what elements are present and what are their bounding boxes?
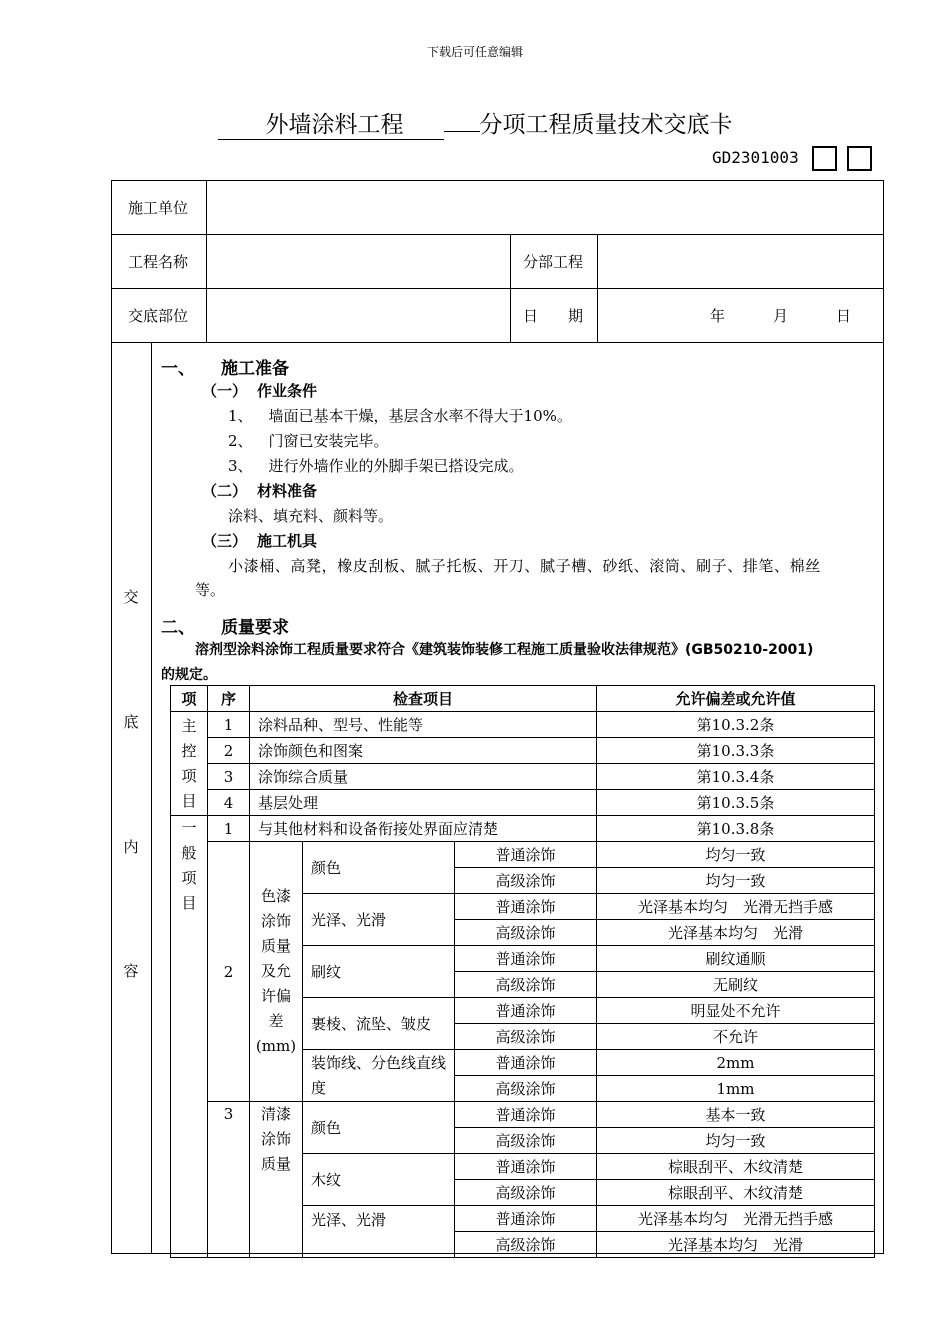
g2-group-line: (mm) <box>255 1037 297 1055</box>
checkbox-2[interactable] <box>847 146 872 171</box>
sub2-heading <box>202 480 317 501</box>
allow-value: 刷纹通顺 <box>597 946 875 972</box>
allow-value: 光泽基本均匀 光滑无挡手感 <box>597 894 875 920</box>
header-table <box>111 180 884 343</box>
g2-item-name: 裹棱、流坠、皱皮 <box>303 998 455 1050</box>
table-row-allow: 第10.3.8条 <box>597 816 875 842</box>
table-row-allow: 第10.3.5条 <box>597 790 875 816</box>
g2-group-line: 许偏 <box>260 987 291 1005</box>
allow-value: 基本一致 <box>597 1102 875 1128</box>
grade: 高级涂饰 <box>455 1232 597 1258</box>
title-suffix: 分项工程质量技术交底卡 <box>479 112 733 138</box>
allow-value: 均匀一致 <box>597 1128 875 1154</box>
table-row-check: 涂饰综合质量 <box>250 764 597 790</box>
table-row-check: 基层处理 <box>250 790 597 816</box>
main-label <box>171 712 208 816</box>
main-label-char: 控 <box>181 741 197 760</box>
sub3-line1: 小漆桶、高凳，橡皮刮板、腻子托板、开刀、腻子槽、砂纸、滚筒、刷子、排笔、棉丝 <box>228 557 821 575</box>
sub1-num: （一） <box>202 382 248 400</box>
page-title <box>0 106 950 140</box>
grade: 普通涂饰 <box>455 1206 597 1232</box>
table-row-seq: 4 <box>208 790 250 816</box>
g3-seq: 3 <box>208 1102 250 1258</box>
item-text: 门窗已安装完毕。 <box>268 432 389 450</box>
form-code: GD2301003 <box>712 148 799 167</box>
table-row-check: 与其他材料和设备衔接处界面应清楚 <box>250 816 597 842</box>
location-value[interactable] <box>207 289 511 343</box>
sub1-heading <box>202 380 317 401</box>
grade: 普通涂饰 <box>455 1102 597 1128</box>
item-text: 进行外墙作业的外脚手架已搭设完成。 <box>268 457 524 475</box>
table-row-seq: 1 <box>208 816 250 842</box>
construction-unit-label: 施工单位 <box>112 181 207 235</box>
sub3-title: 施工机具 <box>257 532 318 550</box>
section1-heading <box>161 354 289 379</box>
grade: 普通涂饰 <box>455 842 597 868</box>
table-row-check: 涂料品种、型号、性能等 <box>250 712 597 738</box>
table-row-seq: 2 <box>208 738 250 764</box>
table-row-allow: 第10.3.3条 <box>597 738 875 764</box>
sub-project-label: 分部工程 <box>511 235 598 289</box>
g3-group-line: 质量 <box>260 1155 291 1173</box>
grade: 高级涂饰 <box>455 1180 597 1206</box>
sub3-heading <box>202 530 317 551</box>
grade: 高级涂饰 <box>455 1024 597 1050</box>
sub2-text: 涂料、填充料、颜料等。 <box>228 507 394 525</box>
side-char-4: 容 <box>123 962 139 980</box>
general-label <box>171 816 208 1258</box>
sub2-num: （二） <box>202 482 248 500</box>
sub1-item-3 <box>228 455 524 476</box>
grade: 普通涂饰 <box>455 1154 597 1180</box>
sub1-title: 作业条件 <box>257 382 318 400</box>
date-year: 年 <box>710 307 726 325</box>
g3-group <box>250 1102 303 1258</box>
g2-group-line: 涂饰 <box>260 912 291 930</box>
sub3-num: （三） <box>202 532 248 550</box>
project-name-value[interactable] <box>207 235 511 289</box>
section2-heading <box>161 613 289 638</box>
section1-title: 施工准备 <box>221 359 289 379</box>
grade: 高级涂饰 <box>455 868 597 894</box>
grade: 高级涂饰 <box>455 1076 597 1102</box>
g3-item-name: 颜色 <box>303 1102 455 1154</box>
allow-value: 不允许 <box>597 1024 875 1050</box>
item-num: 3、 <box>228 457 253 475</box>
g2-group-line: 及允 <box>260 962 291 980</box>
side-char-3: 内 <box>123 838 139 856</box>
construction-unit-value[interactable] <box>207 181 884 235</box>
general-label-char: 目 <box>181 894 197 912</box>
g3-group-line: 清漆 <box>260 1105 291 1123</box>
sub1-item-2 <box>228 430 389 451</box>
g2-item-name: 颜色 <box>303 842 455 894</box>
allow-value: 明显处不允许 <box>597 998 875 1024</box>
table-row-allow: 第10.3.2条 <box>597 712 875 738</box>
th-item: 项 <box>171 686 208 712</box>
th-allow: 允许偏差或允许值 <box>597 686 875 712</box>
g3-group-line: 涂饰 <box>260 1130 291 1148</box>
location-label: 交底部位 <box>112 289 207 343</box>
grade: 普通涂饰 <box>455 1050 597 1076</box>
g2-seq: 2 <box>208 842 250 1102</box>
sub3-line2: 等。 <box>195 581 226 599</box>
g2-group-line: 质量 <box>260 937 291 955</box>
title-underline <box>444 111 480 132</box>
th-seq: 序 <box>208 686 250 712</box>
title-project: 外墙涂料工程 <box>218 106 444 140</box>
grade: 普通涂饰 <box>455 894 597 920</box>
general-label-char: 项 <box>181 869 197 887</box>
g3-item-name: 木纹 <box>303 1154 455 1206</box>
date-month: 月 <box>773 307 789 325</box>
section2-num: 二、 <box>161 618 195 638</box>
grade: 高级涂饰 <box>455 972 597 998</box>
allow-value: 光泽基本均匀 光滑 <box>597 920 875 946</box>
table-row-seq: 1 <box>208 712 250 738</box>
date-day: 日 <box>836 307 852 325</box>
item-text: 墙面已基本干燥，基层含水率不得大于10%。 <box>268 407 572 425</box>
sub2-title: 材料准备 <box>257 482 318 500</box>
grade: 高级涂饰 <box>455 1128 597 1154</box>
side-char-1: 交 <box>123 588 139 606</box>
allow-value: 1mm <box>597 1076 875 1102</box>
section1-num: 一、 <box>161 359 195 379</box>
section2-title: 质量要求 <box>221 618 289 638</box>
sub-project-value[interactable] <box>598 235 884 289</box>
general-label-char: 一 <box>181 819 197 837</box>
quality-table <box>170 685 875 1258</box>
grade: 普通涂饰 <box>455 998 597 1024</box>
table-row-seq: 3 <box>208 764 250 790</box>
table-row-allow: 第10.3.4条 <box>597 764 875 790</box>
allow-value: 无刷纹 <box>597 972 875 998</box>
date-label: 日 期 <box>511 289 598 343</box>
allow-value: 棕眼刮平、木纹清楚 <box>597 1154 875 1180</box>
checkbox-1[interactable] <box>812 146 837 171</box>
g2-item-name: 装饰线、分色线直线度 <box>303 1050 455 1102</box>
table-row-check: 涂饰颜色和图案 <box>250 738 597 764</box>
top-note: 下载后可任意编辑 <box>426 45 523 59</box>
g2-item-name: 光泽、光滑 <box>303 894 455 946</box>
side-label-column <box>111 342 152 1254</box>
general-label-char: 般 <box>181 844 197 862</box>
sub1-item-1 <box>228 405 572 426</box>
allow-value: 棕眼刮平、木纹清楚 <box>597 1180 875 1206</box>
allow-value: 均匀一致 <box>597 868 875 894</box>
section2-intro-1: 溶剂型涂料涂饰工程质量要求符合《建筑装饰装修工程施工质量验收法律规范》(GB50210-2001) <box>195 642 814 658</box>
section2-intro-2: 的规定。 <box>161 667 217 683</box>
grade: 普通涂饰 <box>455 946 597 972</box>
main-label-char: 目 <box>181 791 197 810</box>
side-char-2: 底 <box>123 713 139 731</box>
g3-item-name: 光泽、光滑 <box>303 1206 455 1258</box>
grade: 高级涂饰 <box>455 920 597 946</box>
item-num: 2、 <box>228 432 253 450</box>
g2-group-line: 差 <box>268 1012 284 1030</box>
main-label-char: 主 <box>181 716 197 735</box>
allow-value: 光泽基本均匀 光滑无挡手感 <box>597 1206 875 1232</box>
g2-group <box>250 842 303 1102</box>
date-value[interactable] <box>598 289 884 343</box>
allow-value: 均匀一致 <box>597 842 875 868</box>
allow-value: 2mm <box>597 1050 875 1076</box>
item-num: 1、 <box>228 407 253 425</box>
project-name-label: 工程名称 <box>112 235 207 289</box>
main-label-char: 项 <box>181 766 197 785</box>
th-check: 检查项目 <box>250 686 597 712</box>
g2-group-line: 色漆 <box>260 887 291 905</box>
g2-item-name: 刷纹 <box>303 946 455 998</box>
allow-value: 光泽基本均匀 光滑 <box>597 1232 875 1258</box>
